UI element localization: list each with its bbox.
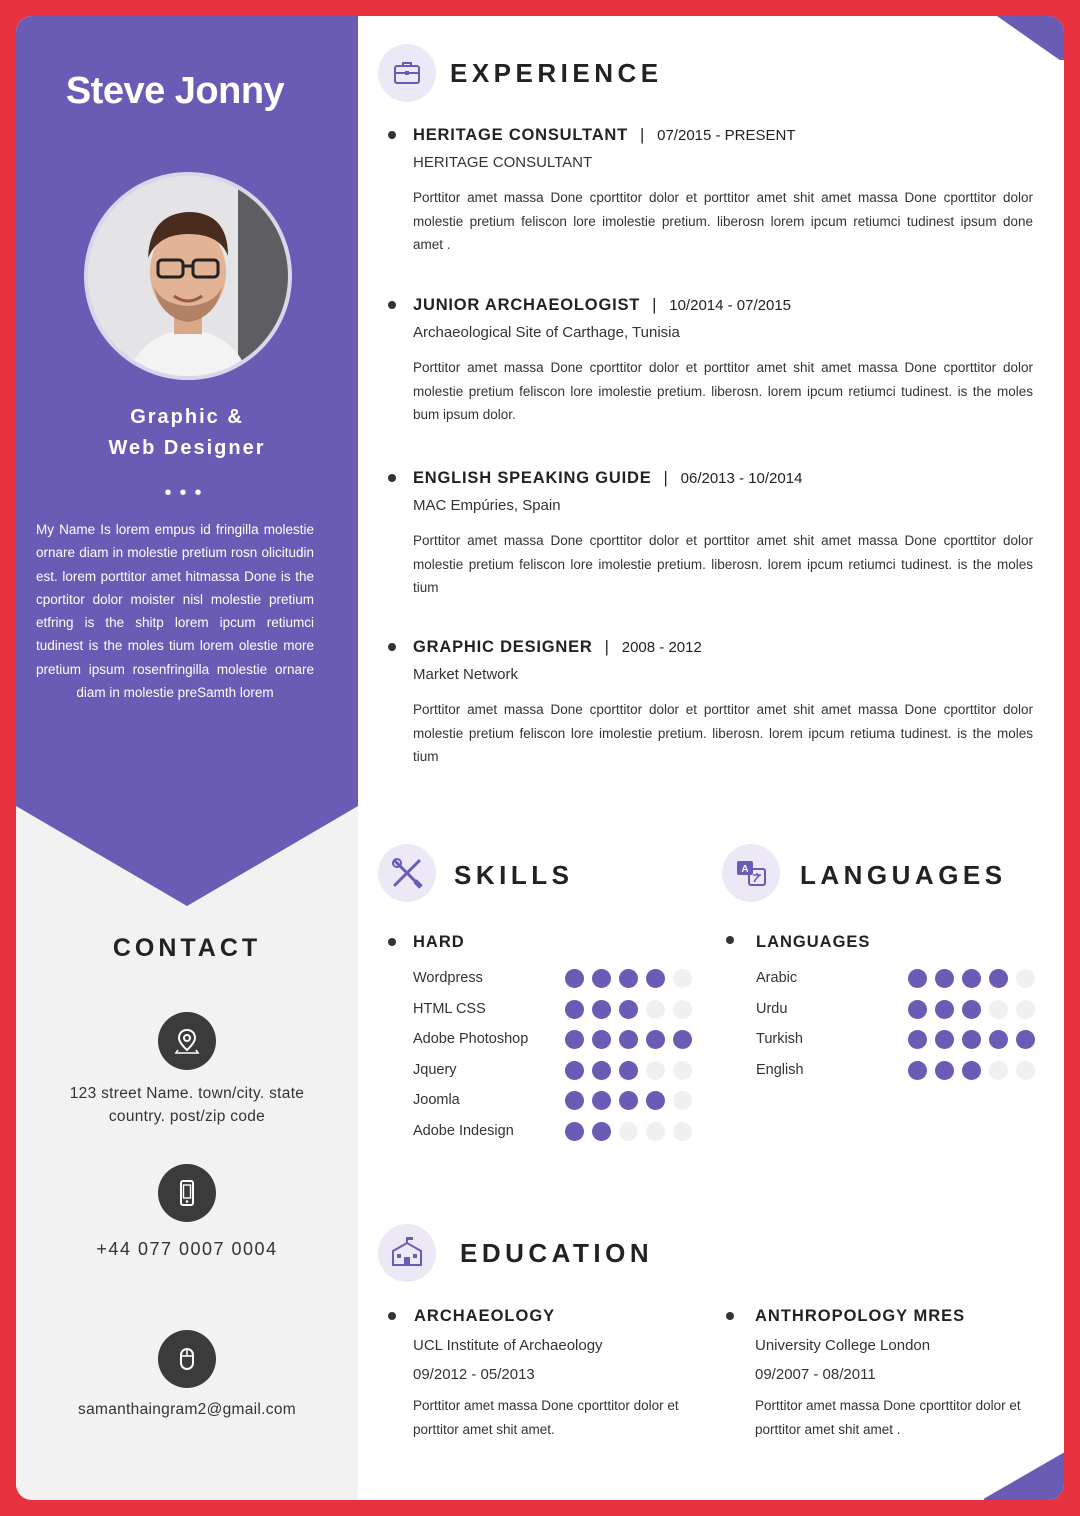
rating-dots xyxy=(565,1000,692,1019)
rating-dot-filled xyxy=(908,1000,927,1019)
job-date: 06/2013 - 10/2014 xyxy=(680,470,803,487)
rating-dot-filled xyxy=(989,969,1008,988)
job-description: Porttitor amet massa Done cporttitor dolor et porttitor amet shit amet massa Done cporttitor dolor molestie pretium feliscon lore imolestie pretium. liberosn. lorem ipcum retiuma tudinest. is the moles tium xyxy=(413,702,1033,764)
rating-dot-empty xyxy=(989,1061,1008,1080)
rating-dot-filled xyxy=(646,1030,665,1049)
skills-row xyxy=(413,998,486,1020)
skills-row xyxy=(413,1059,457,1081)
rating-dot-filled xyxy=(962,1030,981,1049)
skills-name: Joomla xyxy=(413,1092,460,1109)
languages-row xyxy=(756,1028,803,1050)
rating-dots xyxy=(908,1000,1035,1019)
skills-row xyxy=(413,1120,514,1142)
job-description: Porttitor amet massa Done cporttitor dolor et porttitor amet shit amet massa Done cporttitor dolor molestie pretium feliscon lore imolestie pretium. liberosn. lorem ipcum retiumci tudinest. is the moles bum ipsum dolor. xyxy=(413,360,1033,422)
bullet xyxy=(388,643,396,651)
skills-name: Adobe Photoshop xyxy=(413,1031,529,1048)
experience-heading: EXPERIENCE xyxy=(450,58,663,88)
rating-dot-empty xyxy=(1016,969,1035,988)
svg-text:A: A xyxy=(741,864,749,875)
translate-icon xyxy=(722,844,780,902)
rating-dot-filled xyxy=(908,1061,927,1080)
languages-subheading: LANGUAGES xyxy=(756,933,871,951)
bullet xyxy=(388,938,396,946)
job-title-tagline xyxy=(16,402,358,464)
rating-dot-empty xyxy=(1016,1000,1035,1019)
job-description: Porttitor amet massa Done cporttitor dolor et porttitor amet shit amet massa Done cporttitor dolor molestie pretium feliscon lore imolestie pretium. liberosn. lorem ipcum retiumci tudinest. is the moles tium xyxy=(413,533,1033,595)
rating-dot-empty xyxy=(673,1000,692,1019)
tools-icon xyxy=(378,844,436,902)
contact-address xyxy=(16,1082,358,1128)
rating-dot-filled xyxy=(1016,1030,1035,1049)
rating-dot-filled xyxy=(935,1000,954,1019)
corner-accent-bottom-right xyxy=(984,1452,1064,1500)
job-heading xyxy=(413,638,702,657)
separator: | xyxy=(652,296,658,314)
skills-row xyxy=(413,1089,460,1111)
rating-dots xyxy=(565,1122,692,1141)
address-line2: country. post/zip code xyxy=(108,1108,266,1125)
rating-dot-filled xyxy=(565,1122,584,1141)
rating-dots xyxy=(565,1030,692,1049)
job-date: 07/2015 - PRESENT xyxy=(657,127,796,144)
job-place: Archaeological Site of Carthage, Tunisia xyxy=(413,324,680,341)
job-title: ENGLISH SPEAKING GUIDE xyxy=(413,469,652,487)
avatar xyxy=(84,172,292,380)
rating-dot-filled xyxy=(565,1000,584,1019)
languages-row xyxy=(756,967,797,989)
rating-dot-filled xyxy=(565,1091,584,1110)
about-text: My Name Is lorem empus id fringilla molestie ornare diam in molestie pretium rosn olicitudin est. lorem porttitor amet hitmassa Done is the cportitor dolor moister nisl molestie pretium etfring is the shitp lorem ipcum retiumci tudinest is the moles tium lorem olestie more pretium ipsum rosenfringilla molestie ornare diam in molestie preSamth lorem xyxy=(36,522,314,701)
mobile-phone-icon xyxy=(158,1164,216,1222)
rating-dot-filled xyxy=(592,1061,611,1080)
rating-dot-filled xyxy=(592,969,611,988)
rating-dot-filled xyxy=(908,1030,927,1049)
rating-dot-empty xyxy=(673,1091,692,1110)
school-building-icon xyxy=(378,1224,436,1282)
skills-row xyxy=(413,1028,528,1050)
rating-dot-filled xyxy=(935,1061,954,1080)
job-heading xyxy=(413,469,802,488)
languages-row xyxy=(756,1059,804,1081)
rating-dot-filled xyxy=(989,1030,1008,1049)
skills-name: Wordpress xyxy=(413,970,483,986)
rating-dot-empty xyxy=(673,1061,692,1080)
languages-name: Urdu xyxy=(756,1000,788,1017)
rating-dot-filled xyxy=(592,1122,611,1141)
rating-dot-filled xyxy=(592,1000,611,1019)
rating-dot-filled xyxy=(619,1091,638,1110)
education-date: 09/2012 - 05/2013 xyxy=(413,1366,535,1383)
job-title: GRAPHIC DESIGNER xyxy=(413,638,593,656)
separator: | xyxy=(604,638,610,656)
job-description: Porttitor amet massa Done cporttitor dolor et porttitor amet shit amet massa Done cporttitor dolor molestie pretium feliscon lore imolestie pretium. liberosn lorem ipcum retiumci tudinest ipsum done amet . xyxy=(413,190,1033,252)
rating-dot-empty xyxy=(673,969,692,988)
contact-phone[interactable]: +44 077 0007 0004 xyxy=(96,1239,278,1259)
job-date: 10/2014 - 07/2015 xyxy=(669,297,792,314)
location-pin-icon xyxy=(158,1012,216,1070)
bullet xyxy=(726,1312,734,1320)
briefcase-icon xyxy=(378,44,436,102)
rating-dot-empty xyxy=(673,1122,692,1141)
languages-name: Arabic xyxy=(756,970,798,986)
rating-dot-filled xyxy=(565,969,584,988)
rating-dot-filled xyxy=(619,1030,638,1049)
bullet xyxy=(388,131,396,139)
corner-accent-top-right xyxy=(994,16,1064,60)
rating-dot-empty xyxy=(1016,1061,1035,1080)
job-place: MAC Empúries, Spain xyxy=(413,497,561,514)
rating-dot-filled xyxy=(673,1030,692,1049)
languages-row xyxy=(756,998,787,1020)
rating-dot-filled xyxy=(935,969,954,988)
job-heading xyxy=(413,296,791,315)
bullet xyxy=(388,301,396,309)
rating-dots xyxy=(908,1030,1035,1049)
rating-dots xyxy=(908,1061,1035,1080)
profile-name: Steve Jonny xyxy=(65,70,285,112)
skills-heading: SKILLS xyxy=(454,860,574,890)
rating-dot-filled xyxy=(565,1061,584,1080)
separator: | xyxy=(663,469,669,487)
bullet xyxy=(388,1312,396,1320)
job-title: HERITAGE CONSULTANT xyxy=(413,126,629,144)
languages-name: Turkish xyxy=(756,1031,803,1048)
skills-name: Jquery xyxy=(413,1061,457,1078)
education-title: ANTHROPOLOGY MRES xyxy=(755,1307,966,1325)
education-date: 09/2007 - 08/2011 xyxy=(755,1366,876,1383)
rating-dot-filled xyxy=(935,1030,954,1049)
rating-dot-empty xyxy=(989,1000,1008,1019)
education-desc: Porttitor amet massa Done cporttitor dolor et porttitor amet shit amet. xyxy=(413,1398,679,1437)
rating-dots xyxy=(908,969,1035,988)
resume-page xyxy=(16,16,1064,1500)
rating-dot-filled xyxy=(908,969,927,988)
languages-name: English xyxy=(756,1061,804,1078)
rating-dots xyxy=(565,1061,692,1080)
job-date: 2008 - 2012 xyxy=(621,639,702,656)
rating-dots xyxy=(565,1091,692,1110)
tagline-line1: Graphic & xyxy=(130,406,244,428)
bullet xyxy=(388,474,396,482)
contact-heading: CONTACT xyxy=(112,934,262,962)
education-school: University College London xyxy=(755,1337,931,1354)
rating-dot-filled xyxy=(646,969,665,988)
job-place: HERITAGE CONSULTANT xyxy=(413,154,593,171)
job-heading xyxy=(413,126,796,145)
separator-dots: ••• xyxy=(164,482,210,504)
separator: | xyxy=(640,126,646,144)
job-title: JUNIOR ARCHAEOLOGIST xyxy=(413,296,641,314)
rating-dot-filled xyxy=(646,1091,665,1110)
rating-dot-filled xyxy=(592,1030,611,1049)
rating-dot-filled xyxy=(962,1000,981,1019)
rating-dot-filled xyxy=(962,1061,981,1080)
rating-dot-filled xyxy=(619,969,638,988)
education-heading: EDUCATION xyxy=(460,1238,654,1268)
rating-dot-filled xyxy=(962,969,981,988)
languages-heading: LANGUAGES xyxy=(800,860,1007,890)
education-school: UCL Institute of Archaeology xyxy=(413,1337,603,1354)
rating-dot-empty xyxy=(646,1061,665,1080)
education-title: ARCHAEOLOGY xyxy=(414,1307,556,1325)
rating-dot-filled xyxy=(592,1091,611,1110)
skills-subheading: HARD xyxy=(413,933,465,951)
rating-dot-empty xyxy=(646,1122,665,1141)
skills-row xyxy=(413,967,483,989)
education-desc: Porttitor amet massa Done cporttitor dolor et porttitor amet shit amet . xyxy=(755,1398,1021,1437)
job-place: Market Network xyxy=(413,666,519,683)
bullet xyxy=(726,936,734,944)
rating-dots xyxy=(565,969,692,988)
rating-dot-empty xyxy=(646,1000,665,1019)
skills-name: Adobe Indesign xyxy=(413,1123,514,1139)
rating-dot-filled xyxy=(565,1030,584,1049)
contact-email[interactable]: samanthaingram2@gmail.com xyxy=(78,1401,296,1418)
rating-dot-filled xyxy=(619,1000,638,1019)
rating-dot-filled xyxy=(619,1061,638,1080)
skills-name: HTML CSS xyxy=(413,1000,486,1017)
address-line1: 123 street Name. town/city. state xyxy=(69,1085,305,1102)
sidebar xyxy=(16,16,358,1500)
mouse-icon xyxy=(158,1330,216,1388)
rating-dot-empty xyxy=(619,1122,638,1141)
tagline-line2: Web Designer xyxy=(108,437,266,459)
